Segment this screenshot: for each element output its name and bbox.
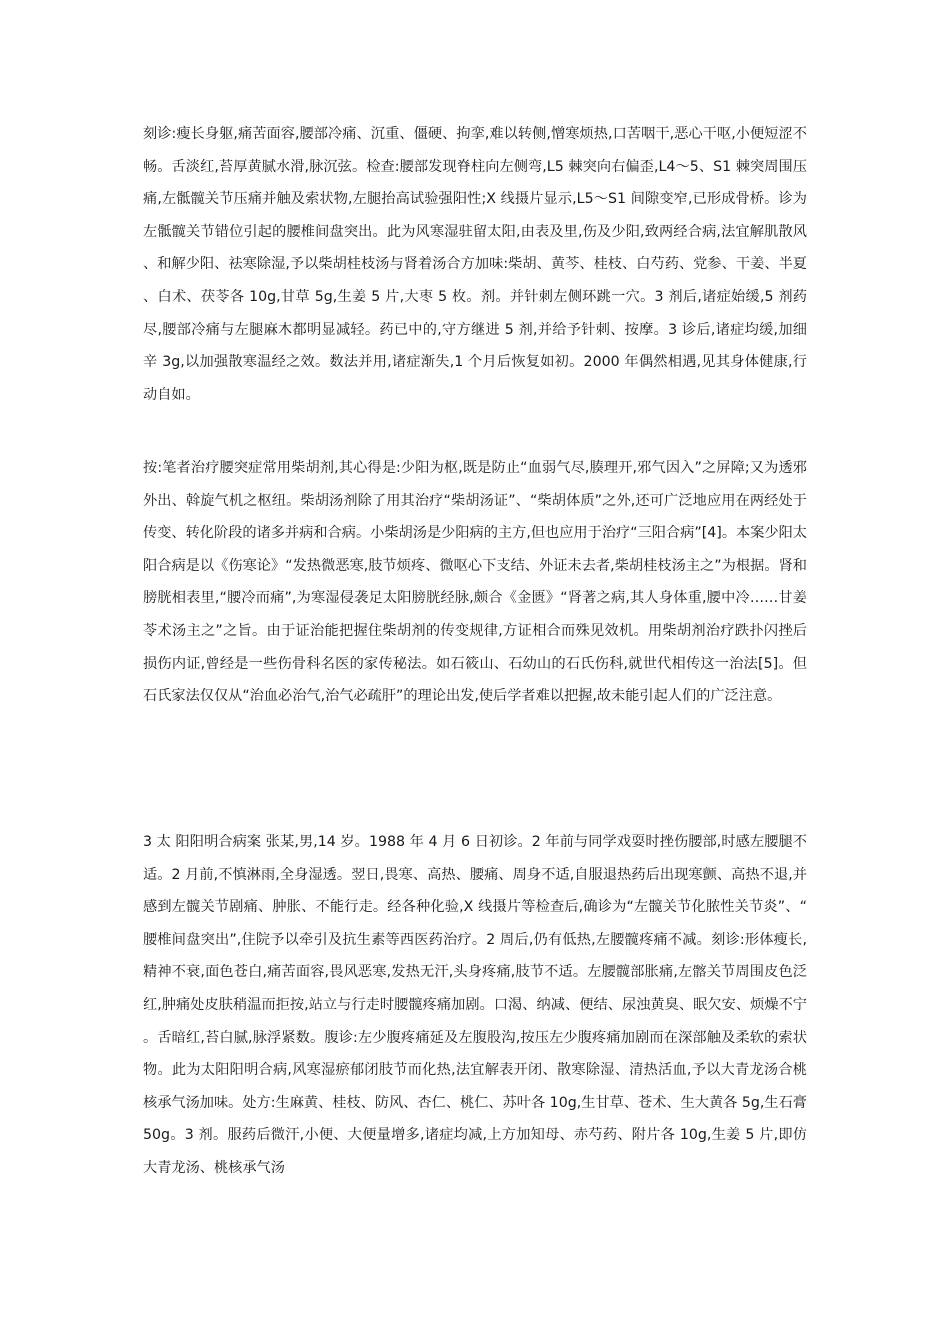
paragraph-commentary: 按:笔者治疗腰突症常用柴胡剂,其心得是:少阳为枢,既是防止“血弱气尽,腠理开,邪气因入”之屏障;又为透邪外出、斡旋气机之枢纽。柴胡汤剂除了用其治疗“柴胡汤证”、“柴胡体质”之外,还可广泛地应用在两经处于传变、转化阶段的诸多并病和合病。小柴胡汤是少阳病的主方,但也应用于治疗“三阳合病”[4]。本案少阳太阳合病是以《伤寒论》“发热微恶寒,肢节烦疼、微呕心下支结、外证未去者,柴胡桂枝汤主之”为根据。肾和膀胱相表里,“腰冷而痛”,为寒湿侵袭足太阳膀胱经脉,颇合《金匮》“肾著之病,其人身体重,腰中冷……甘姜苓术汤主之”之旨。由于证治能把握住柴胡剂的传变规律,方证相合而殊见效机。用柴胡剂治疗跌扑闪挫后损伤内证,曾经是一些伤骨科名医的家传秘法。如石筱山、石幼山的石氏伤科,就世代相传这一治法[5]。但石氏家法仅仅从“治血必治气,治气必疏肝”的理论出发,使后学者难以把握,故未能引起人们的广泛注意。 <box>143 460 807 705</box>
paragraph-case-examination: 刻诊:瘦长身躯,痛苦面容,腰部冷痛、沉重、僵硬、拘挛,难以转侧,憎寒烦热,口苦咽干,恶心干呕,小便短涩不畅。舌淡红,苔厚黄腻水滑,脉沉弦。检查:腰部发现脊柱向左侧弯,L5 棘突向右偏歪,L4～5、S1 棘突周围压痛,左骶髋关节压痛并触及索状物,左腿抬高试验强阳性;X 线摄片显示,L5～S1 间隙变窄,已形成骨桥。诊为左骶髋关节错位引起的腰椎间盘突出。此为风寒湿驻留太阳,由表及里,伤及少阳,致两经合病,法宜解肌散风、和解少阳、祛寒除湿,予以柴胡桂枝汤与肾着汤合方加味:柴胡、黄芩、桂枝、白芍药、党参、干姜、半夏、白术、茯苓各 10g,甘草 5g,生姜 5 片,大枣 5 枚。剂。并针刺左侧环跳一穴。3 剂后,诸症始缓,5 剂药尽,腰部冷痛与左腿麻木都明显减轻。药已中的,守方继进 5 剂,并给予针刺、按摩。3 诊后,诸症均缓,加细辛 3g,以加强散寒温经之效。数法并用,诸症渐失,1 个月后恢复如初。2000 年偶然相遇,见其身体健康,行动自如。 <box>143 126 807 403</box>
paragraph-case-3: 3 太 阳阳明合病案 张某,男,14 岁。1988 年 4 月 6 日初诊。2 年前与同学戏耍时挫伤腰部,时感左腰腿不适。2 月前,不慎淋雨,全身湿透。翌日,畏寒、高热、腰痛、周身不适,自服退热药后出现寒颤、高热不退,并感到左髋关节剧痛、肿胀、不能行走。经各种化验,X 线摄片等检查后,确诊为“左髋关节化脓性关节炎”、“腰椎间盘突出”,住院予以牵引及抗生素等西医药治疗。2 周后,仍有低热,左腰髋疼痛不减。刻诊:形体瘦长,精神不衰,面色苍白,痛苦面容,畏风恶寒,发热无汗,头身疼痛,肢节不适。左腰髋部胀痛,左髂关节周围皮色泛红,肿痛处皮肤稍温而拒按,站立与行走时腰髋疼痛加剧。口渴、纳减、便结、尿浊黄臭、眠欠安、烦燥不宁。舌暗红,苔白腻,脉浮紧数。腹诊:左少腹疼痛延及左腹股沟,按压左少腹疼痛加剧而在深部触及柔软的索状物。此为太阳阳明合病,风寒湿瘀郁闭肢节而化热,法宜解表开闭、散寒除湿、清热活血,予以大青龙汤合桃核承气汤加味。处方:生麻黄、桂枝、防风、杏仁、桃仁、苏叶各 10g,生甘草、苍术、生大黄各 5g,生石膏 50g。3 剂。服药后微汗,小便、大便量增多,诸症均减,上方加知母、赤芍药、附片各 10g,生姜 5 片,即仿大青龙汤、桃核承气汤 <box>143 834 807 1176</box>
